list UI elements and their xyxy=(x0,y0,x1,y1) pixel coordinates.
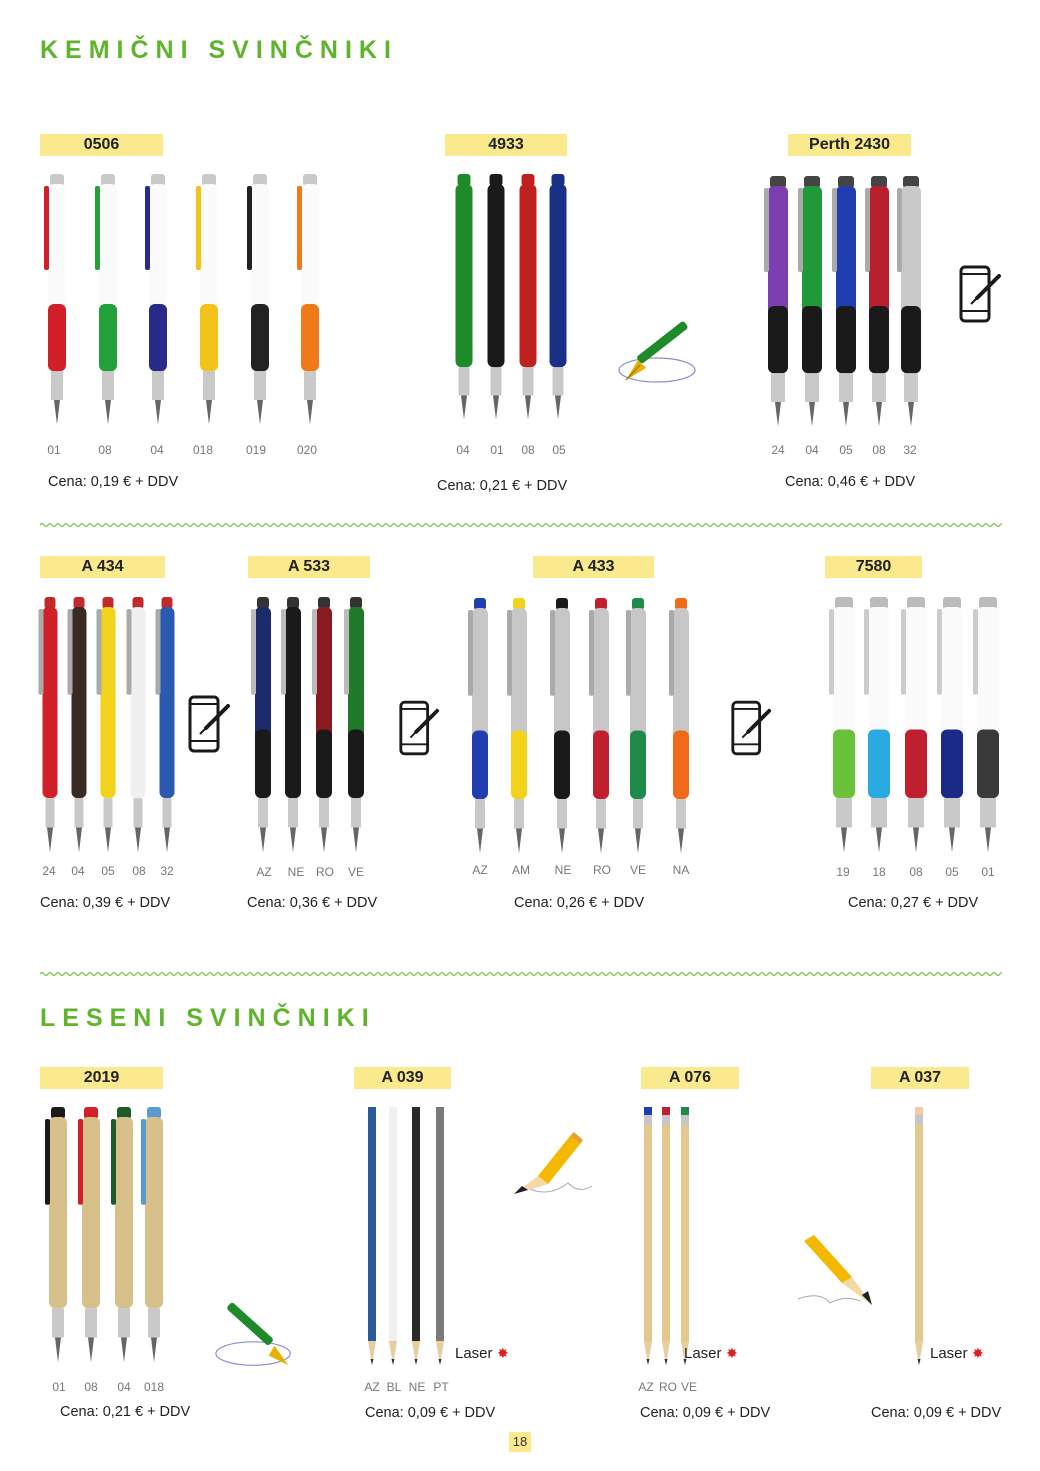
product-code-label: 4933 xyxy=(445,134,567,156)
pencil-item xyxy=(389,1107,397,1365)
product-image-pencils-a039 xyxy=(360,1105,460,1370)
variant-code: NE xyxy=(554,863,572,877)
variant-code: AZ xyxy=(638,1380,654,1394)
variant-code: 018 xyxy=(192,443,214,457)
wavy-divider xyxy=(40,970,1002,978)
page-number: 18 xyxy=(509,1432,531,1452)
variant-code: 01 xyxy=(47,443,61,457)
variant-code: AZ xyxy=(256,865,272,879)
variant-code: 05 xyxy=(839,443,853,457)
variant-code: 05 xyxy=(552,443,566,457)
variant-code: 01 xyxy=(490,443,504,457)
pen-item xyxy=(297,174,319,424)
variant-code: 019 xyxy=(245,443,267,457)
price-label: Cena: 0,27 € + DDV xyxy=(848,895,979,911)
price-label: Cena: 0,26 € + DDV xyxy=(514,895,645,911)
product-code-label: 7580 xyxy=(825,556,922,578)
product-image-pens-7580 xyxy=(822,595,1012,860)
variant-code: NE xyxy=(287,865,305,879)
pen-item xyxy=(468,598,488,853)
pen-item xyxy=(145,174,167,424)
phone-stylus-icon xyxy=(186,692,232,758)
phone-stylus-icon xyxy=(729,698,773,760)
variant-code: 05 xyxy=(101,864,115,878)
variant-code: 08 xyxy=(132,864,146,878)
variant-code: NA xyxy=(672,863,690,877)
variant-code: 05 xyxy=(945,865,959,879)
variant-code: RO xyxy=(593,863,611,877)
pen-item xyxy=(864,597,890,852)
pen-item xyxy=(312,597,332,852)
pen-item xyxy=(127,597,146,852)
variant-code: 08 xyxy=(98,443,112,457)
product-code-label: 2019 xyxy=(40,1067,163,1089)
pencil-item xyxy=(662,1107,670,1365)
fountain-pen-icon xyxy=(212,1292,300,1376)
pen-item xyxy=(589,598,609,853)
pen-item xyxy=(764,176,788,426)
variant-code: RO xyxy=(659,1380,677,1394)
variant-code: 04 xyxy=(805,443,819,457)
pen-item xyxy=(829,597,855,852)
pencil-item xyxy=(644,1107,652,1365)
product-code-label: Perth 2430 xyxy=(788,134,911,156)
product-image-pens-4933 xyxy=(440,172,580,432)
variant-code: 04 xyxy=(117,1380,131,1394)
pen-item xyxy=(39,597,58,852)
product-image-pens-a433 xyxy=(438,592,708,857)
variant-code: 18 xyxy=(872,865,886,879)
variant-code: 04 xyxy=(150,443,164,457)
pen-item xyxy=(798,176,822,426)
laser-text: Laser xyxy=(455,1345,493,1362)
pen-item xyxy=(832,176,856,426)
variant-code: VE xyxy=(347,865,365,879)
price-label: Cena: 0,09 € + DDV xyxy=(365,1405,496,1421)
price-label: Cena: 0,46 € + DDV xyxy=(785,474,916,490)
laser-label xyxy=(684,1345,738,1363)
pen-item xyxy=(488,174,505,420)
price-label: Cena: 0,21 € + DDV xyxy=(437,478,568,494)
pencil-icon xyxy=(508,1128,600,1208)
product-image-pens-a533 xyxy=(245,595,375,860)
laser-label xyxy=(455,1345,509,1363)
product-code-label: A 039 xyxy=(354,1067,451,1089)
variant-code: AM xyxy=(512,863,530,877)
pen-item xyxy=(251,597,271,852)
pen-item xyxy=(901,597,927,852)
pencil-item xyxy=(915,1107,923,1365)
product-image-pens-a434 xyxy=(38,595,188,860)
variant-code: 24 xyxy=(771,443,785,457)
phone-stylus-icon xyxy=(957,264,1003,326)
variant-code: BL xyxy=(386,1380,402,1394)
pen-item xyxy=(196,174,218,424)
pen-item xyxy=(897,176,921,426)
price-label: Cena: 0,09 € + DDV xyxy=(640,1405,771,1421)
product-code-label: A 433 xyxy=(533,556,654,578)
pen-item xyxy=(626,598,646,853)
variant-code: 19 xyxy=(836,865,850,879)
pen-item xyxy=(44,174,66,424)
variant-code: 32 xyxy=(903,443,917,457)
pen-item xyxy=(865,176,889,426)
product-code-label: A 076 xyxy=(641,1067,739,1089)
phone-stylus-icon xyxy=(397,698,441,760)
variant-code: 04 xyxy=(456,443,470,457)
laser-icon: ✸ xyxy=(971,1345,984,1361)
variant-code: NE xyxy=(408,1380,426,1394)
product-image-pencils-a076 xyxy=(635,1105,705,1370)
pen-item xyxy=(95,174,117,424)
variant-code: 04 xyxy=(71,864,85,878)
pen-item xyxy=(97,597,116,852)
pen-item xyxy=(78,1107,100,1362)
pen-item xyxy=(550,598,570,853)
product-code-label: A 533 xyxy=(248,556,370,578)
variant-code: 08 xyxy=(84,1380,98,1394)
product-image-pens-perth xyxy=(758,172,938,437)
section-title-pencils: LESENI SVINČNIKI xyxy=(40,1004,376,1032)
product-image-pens-2019 xyxy=(38,1105,168,1370)
pen-item xyxy=(344,597,364,852)
wavy-divider xyxy=(40,521,1002,529)
pen-item xyxy=(68,597,87,852)
variant-code: 08 xyxy=(872,443,886,457)
price-label: Cena: 0,21 € + DDV xyxy=(60,1404,191,1420)
variant-code: 32 xyxy=(160,864,174,878)
pencil-item xyxy=(412,1107,420,1365)
pen-item xyxy=(281,597,301,852)
pen-item xyxy=(973,597,999,852)
price-label: Cena: 0,09 € + DDV xyxy=(871,1405,1002,1421)
price-label: Cena: 0,39 € + DDV xyxy=(40,895,171,911)
product-image-pens-0506 xyxy=(40,172,340,437)
pen-item xyxy=(550,174,567,420)
pen-item xyxy=(247,174,269,424)
laser-text: Laser xyxy=(930,1345,968,1362)
price-label: Cena: 0,36 € + DDV xyxy=(247,895,378,911)
variant-code: 24 xyxy=(42,864,56,878)
pencil-item xyxy=(368,1107,376,1365)
variant-code: 08 xyxy=(521,443,535,457)
variant-code: RO xyxy=(316,865,334,879)
product-code-label: A 037 xyxy=(871,1067,969,1089)
variant-code: VE xyxy=(680,1380,698,1394)
variant-code: AZ xyxy=(472,863,488,877)
laser-label xyxy=(930,1345,984,1363)
pen-item xyxy=(141,1107,163,1362)
laser-icon: ✸ xyxy=(496,1345,509,1361)
section-title-pens: KEMIČNI SVINČNIKI xyxy=(40,36,398,64)
pen-item xyxy=(456,174,473,420)
pen-item xyxy=(45,1107,67,1362)
variant-code: 01 xyxy=(981,865,995,879)
pen-item xyxy=(111,1107,133,1362)
laser-icon: ✸ xyxy=(725,1345,738,1361)
pen-item xyxy=(507,598,527,853)
product-code-label: 0506 xyxy=(40,134,163,156)
pencil-item xyxy=(681,1107,689,1365)
pencil-item xyxy=(436,1107,444,1365)
pen-item xyxy=(156,597,175,852)
variant-code: 01 xyxy=(52,1380,66,1394)
pen-item xyxy=(520,174,537,420)
variant-code: 018 xyxy=(143,1380,165,1394)
variant-code: PT xyxy=(433,1380,449,1394)
pen-item xyxy=(669,598,689,853)
product-code-label: A 434 xyxy=(40,556,165,578)
pencil-icon xyxy=(790,1232,882,1314)
variant-code: 020 xyxy=(296,443,318,457)
variant-code: VE xyxy=(629,863,647,877)
laser-text: Laser xyxy=(684,1345,722,1362)
variant-code: AZ xyxy=(364,1380,380,1394)
product-image-pencils-a037 xyxy=(905,1105,935,1370)
variant-code: 08 xyxy=(909,865,923,879)
fountain-pen-icon xyxy=(612,310,702,390)
price-label: Cena: 0,19 € + DDV xyxy=(48,474,179,490)
pen-item xyxy=(937,597,963,852)
